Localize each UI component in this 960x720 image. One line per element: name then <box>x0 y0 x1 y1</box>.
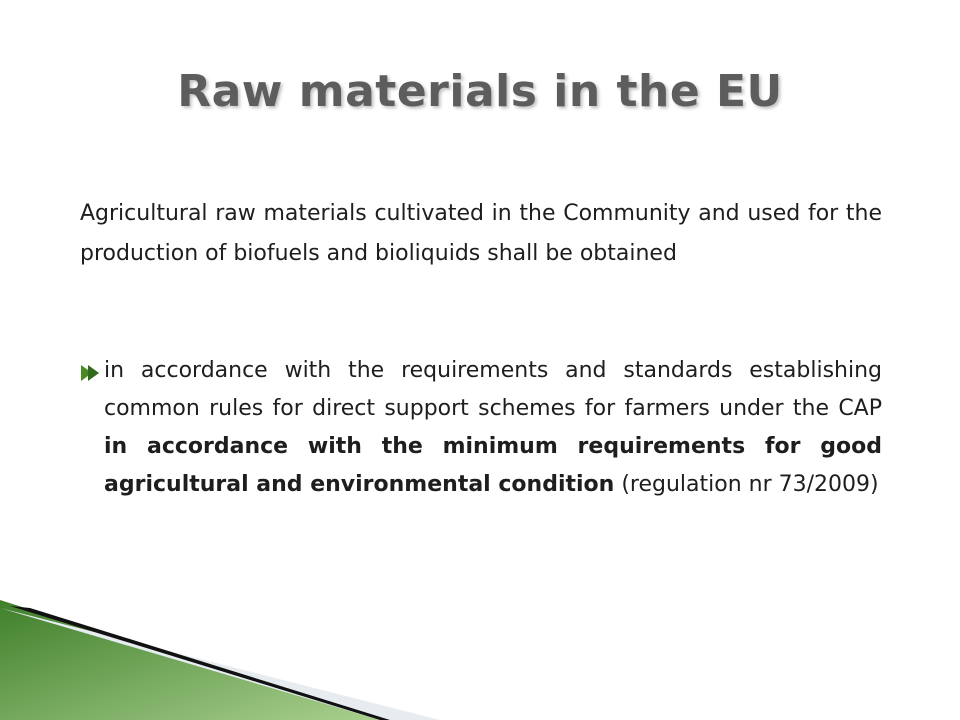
corner-decoration <box>0 600 960 720</box>
slide-title: Raw materials in the EU <box>177 66 783 117</box>
bullet-text-bold: in accordance with the minimum requirements for good agricultural and environmental condition <box>104 434 882 497</box>
bullet-text-regular-2: (regulation nr 73/2009) <box>614 472 879 497</box>
bullet-item <box>80 352 882 504</box>
intro-paragraph: Agricultural raw materials cultivated in the Community and used for the production of biofuels and bioliquids shall be obtained <box>80 201 882 266</box>
bullet-text <box>104 352 882 504</box>
arrow-bullet-icon <box>80 364 100 382</box>
bullet-text-regular-1: in accordance with the requirements and standards establishing common rules for direct support schemes for farmers under the CAP <box>104 358 882 421</box>
